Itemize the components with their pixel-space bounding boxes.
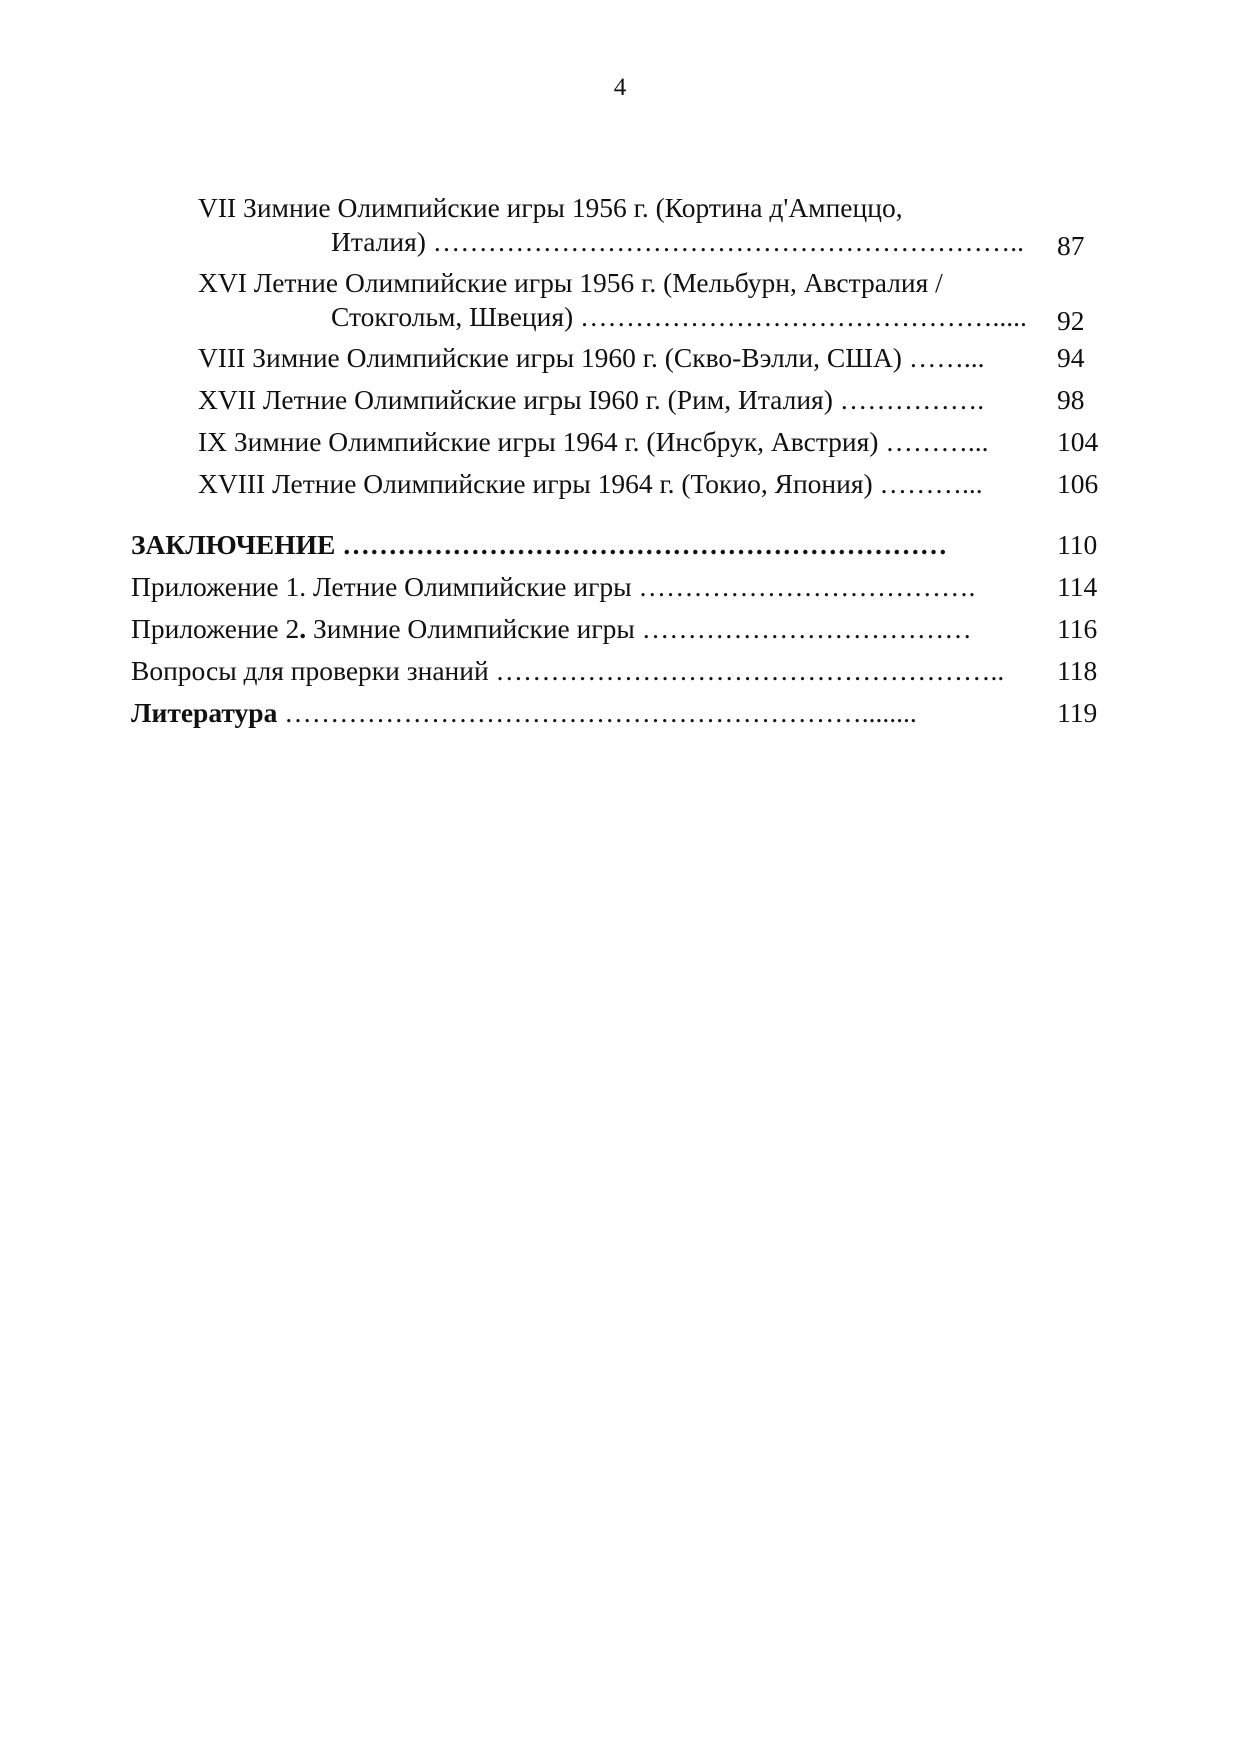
toc-entry-title: Вопросы для проверки знаний ……………………………………………….. [131, 655, 1005, 686]
toc-entry-title: ЗАКЛЮЧЕНИЕ [131, 529, 336, 560]
toc-entry-title: XVI Летние Олимпийские игры 1956 г. (Мельбурн, Австралия / [198, 267, 943, 298]
toc-entry-page: 110 [1057, 529, 1098, 560]
toc-entry-page: 94 [1057, 342, 1085, 373]
page-number: 4 [613, 74, 627, 101]
toc-entry-title: Приложение 2 [131, 613, 300, 644]
toc-entry-title: VII Зимние Олимпийские игры 1956 г. (Кортина д'Ампеццо, [198, 192, 903, 223]
toc-entry-title-cont: Стокгольм, Швеция) ………………………………………..... [331, 301, 1027, 332]
toc-entry-page: 106 [1057, 468, 1099, 499]
toc-entry-page: 104 [1057, 426, 1099, 457]
toc-leader-dots: ………………………………………………………… [335, 529, 948, 560]
toc-entry-title: Приложение 1. Летние Олимпийские игры ………………………………. [131, 571, 976, 602]
toc-entry-title: VIII Зимние Олимпийские игры 1960 г. (Скво-Вэлли, США) ……... [198, 342, 985, 373]
toc-entry-page: 116 [1057, 613, 1098, 644]
toc-entry-page: 98 [1057, 384, 1085, 415]
toc-leader-dots: ………………………………………………………........ [277, 697, 917, 728]
toc-entry-title-cont: Италия) ……………………………………………………….. [331, 226, 1025, 257]
toc-entry-title: XVII Летние Олимпийские игры I960 г. (Рим, Италия) ……………. [198, 384, 985, 415]
toc-entry-page: 92 [1057, 305, 1085, 336]
toc-entry-page: 87 [1057, 230, 1085, 261]
toc-entry-page: 119 [1057, 697, 1098, 728]
toc-entry-title: IX Зимние Олимпийские игры 1964 г. (Инсбрук, Австрия) ………... [198, 426, 989, 457]
toc-entry-title-rest: Зимние Олимпийские игры ……………………………… [306, 613, 972, 644]
toc-entry-page: 114 [1057, 571, 1098, 602]
toc-entry-title: Литература [131, 697, 278, 728]
toc-entry-page: 118 [1057, 655, 1098, 686]
toc-entry-title-dot: . [299, 613, 307, 644]
toc-entry-title: XVIII Летние Олимпийские игры 1964 г. (Токио, Япония) ………... [198, 468, 983, 499]
